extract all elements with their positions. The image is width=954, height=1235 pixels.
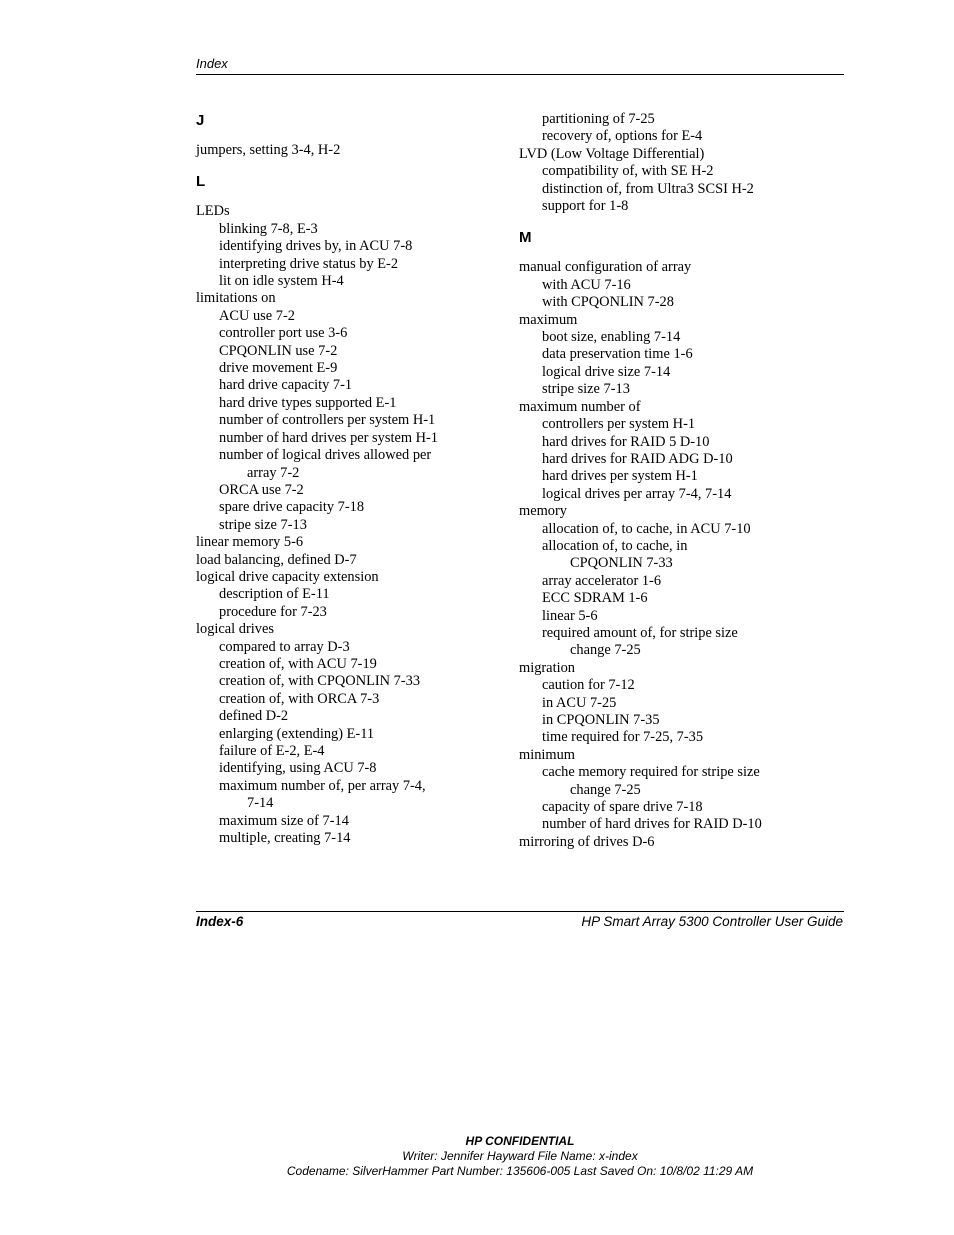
index-column-right	[519, 111, 839, 851]
index-subentry: in ACU 7-25	[542, 694, 617, 711]
index-subentry-continuation: 7-14	[247, 795, 274, 812]
index-subentry: ORCA use 7-2	[219, 481, 304, 498]
index-entry: limitations on	[196, 290, 276, 307]
index-subentry: data preservation time 1-6	[542, 346, 693, 363]
index-subentry: in CPQONLIN 7-35	[542, 712, 660, 728]
index-subentry: hard drive capacity 7-1	[219, 377, 353, 394]
index-subentry: cache memory required for stripe size	[542, 764, 760, 781]
index-subentry: CPQONLIN use 7-2	[219, 342, 338, 359]
index-entry: migration	[519, 659, 575, 676]
index-entry: jumpers, setting 3-4, H-2	[196, 142, 341, 158]
index-subentry: defined D-2	[219, 708, 289, 725]
footer-rule	[196, 911, 844, 912]
index-subentry: hard drives for RAID ADG D-10	[542, 450, 733, 467]
index-subentry: array accelerator 1-6	[542, 572, 662, 589]
index-subentry: controllers per system H-1	[542, 416, 696, 433]
index-entry: maximum	[519, 311, 578, 328]
index-subentry: stripe size 7-13	[219, 516, 307, 533]
index-subentry: logical drives per array 7-4, 7-14	[542, 485, 732, 502]
index-subentry: capacity of spare drive 7-18	[542, 799, 703, 816]
index-subentry: enlarging (extending) E-11	[219, 725, 375, 742]
index-subentry: distinction of, from Ultra3 SCSI H-2	[542, 180, 754, 197]
index-subentry: required amount of, for stripe size	[542, 624, 738, 641]
index-subentry-continuation: array 7-2	[247, 464, 300, 481]
index-subentry: time required for 7-25, 7-35	[542, 729, 704, 746]
index-subentry-continuation: change 7-25	[570, 642, 641, 659]
index-entry: mirroring of drives D-6	[519, 833, 655, 850]
index-subentry: number of hard drives per system H-1	[219, 429, 439, 446]
index-subentry: procedure for 7-23	[219, 603, 327, 620]
index-subentry: allocation of, to cache, in ACU 7-10	[542, 520, 751, 537]
index-subentry: creation of, with ORCA 7-3	[219, 690, 380, 707]
index-entry: minimum	[519, 746, 575, 763]
index-subentry: lit on idle system H-4	[219, 273, 344, 290]
header-rule	[196, 74, 844, 75]
index-entry: logical drives	[196, 621, 274, 638]
index-subentry: compared to array D-3	[219, 638, 350, 655]
index-entry: linear memory 5-6	[196, 534, 304, 551]
index-subentry: drive movement E-9	[219, 360, 338, 377]
index-entry: logical drive capacity extension	[196, 568, 379, 585]
index-subentry: description of E-11	[219, 586, 330, 603]
index-subentry: creation of, with ACU 7-19	[219, 655, 377, 672]
index-entry: LEDs	[196, 203, 230, 220]
index-letter-heading: J	[196, 112, 205, 129]
index-column-left	[196, 111, 516, 847]
index-subentry: spare drive capacity 7-18	[219, 499, 365, 516]
document-info: Codename: SilverHammer Part Number: 135606-005 Last Saved On: 10/8/02 11:29 AM	[286, 1164, 754, 1178]
index-entry: memory	[519, 503, 567, 520]
index-entry: load balancing, defined D-7	[196, 551, 357, 568]
index-subentry: ECC SDRAM 1-6	[542, 590, 648, 607]
index-entry: manual configuration of array	[519, 259, 692, 276]
index-subentry-continuation: change 7-25	[570, 781, 641, 798]
index-entry: maximum number of	[519, 398, 641, 415]
index-subentry: logical drive size 7-14	[542, 363, 671, 380]
index-subentry: creation of, with CPQONLIN 7-33	[219, 673, 421, 690]
index-letter-heading: L	[196, 173, 206, 191]
index-subentry: ACU use 7-2	[219, 307, 295, 324]
index-subentry: with ACU 7-16	[542, 276, 631, 293]
index-subentry: allocation of, to cache, in	[542, 537, 688, 554]
index-subentry: boot size, enabling 7-14	[542, 329, 681, 346]
index-subentry: hard drive types supported E-1	[219, 394, 397, 411]
confidential-label: HP CONFIDENTIAL	[465, 1134, 575, 1148]
index-subentry-continuation: CPQONLIN 7-33	[570, 555, 673, 572]
index-subentry: support for 1-8	[542, 198, 629, 215]
index-subentry: linear 5-6	[542, 607, 598, 624]
index-subentry: caution for 7-12	[542, 677, 635, 694]
index-subentry: hard drives per system H-1	[542, 468, 698, 485]
index-subentry: controller port use 3-6	[219, 325, 348, 342]
index-subentry: maximum number of, per array 7-4,	[219, 777, 426, 794]
index-subentry: number of logical drives allowed per	[219, 447, 432, 464]
index-subentry: partitioning of 7-25	[542, 111, 655, 127]
index-subentry: identifying drives by, in ACU 7-8	[219, 238, 413, 255]
index-subentry: recovery of, options for E-4	[542, 128, 703, 145]
index-subentry: number of controllers per system H-1	[219, 412, 436, 429]
index-subentry: interpreting drive status by E-2	[219, 255, 399, 272]
running-header: Index	[196, 56, 228, 71]
book-title: HP Smart Array 5300 Controller User Guide	[581, 914, 843, 929]
index-letter-heading: M	[519, 229, 532, 247]
index-subentry: blinking 7-8, E-3	[219, 220, 318, 237]
index-subentry: hard drives for RAID 5 D-10	[542, 433, 710, 450]
index-subentry: stripe size 7-13	[542, 381, 630, 398]
index-subentry: with CPQONLIN 7-28	[542, 294, 674, 311]
index-subentry: failure of E-2, E-4	[219, 743, 325, 759]
index-subentry: multiple, creating 7-14	[219, 830, 351, 847]
index-entry: LVD (Low Voltage Differential)	[519, 145, 705, 162]
page-number: Index-6	[196, 914, 244, 929]
index-subentry: number of hard drives for RAID D-10	[542, 816, 762, 833]
index-subentry: maximum size of 7-14	[219, 812, 349, 829]
index-subentry: compatibility of, with SE H-2	[542, 163, 714, 180]
writer-info: Writer: Jennifer Hayward File Name: x-index	[402, 1149, 638, 1163]
index-subentry: identifying, using ACU 7-8	[219, 760, 377, 777]
